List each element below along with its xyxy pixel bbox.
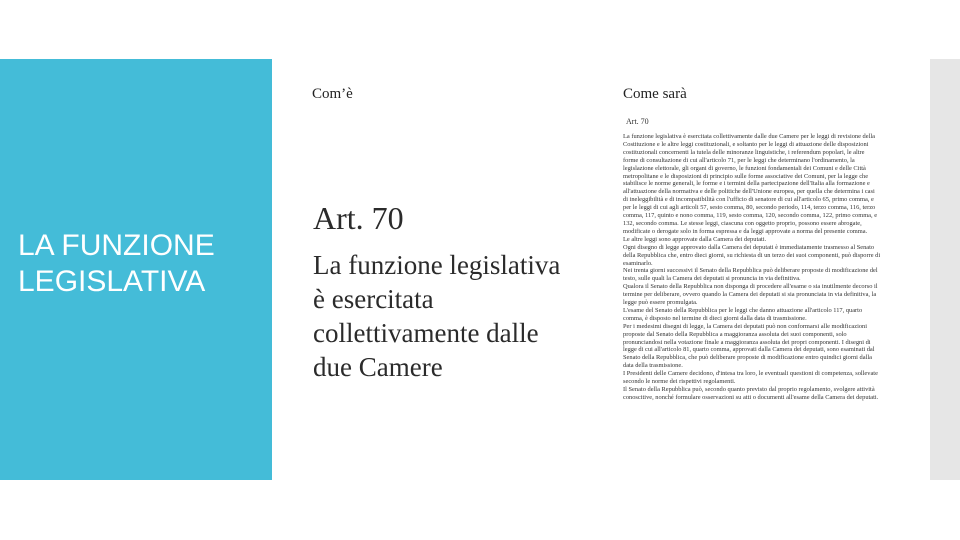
right-article-label: Art. 70: [626, 117, 649, 126]
right-scroll-rail: [930, 59, 960, 480]
section-title: LA FUNZIONE LEGISLATIVA: [18, 229, 215, 298]
future-paragraph: La funzione legislativa è esercitata collettivamente dalle due Camere per le leggi di revisione della Costituzione e le altre leggi costituzionali, e soltanto per le leggi di attuazione delle disposizioni costituzionali concernenti la tutela delle minoranze linguistiche, i referendum popolari, le altre forme di consultazione di cui all'articolo 71, per le leggi che determinano l'ordinamento, la legislazione elettorale, gli organi di governo, le funzioni fondamentali dei Comuni e delle Città metropolitane e le disposizioni di principio sulle forme associative dei Comuni, per la legge che stabilisce le norme generali, le forme e i termini della partecipazione dell'Italia alla formazione e all'attuazione della normativa e delle politiche dell'Unione europea, per quella che determina i casi di ineleggibilità e di incompatibilità con l'ufficio di senatore di cui all'articolo 65, primo comma, e per le leggi di cui agli articoli 57, sesto comma, 80, secondo periodo, 114, terzo comma, 116, terzo comma, 117, quinto e nono comma, 119, sesto comma, 120, secondo comma, 122, primo comma, e 132, secondo comma. Le stesse leggi, ciascuna con oggetto proprio, possono essere abrogate, modificate o derogate solo in forma espressa e da leggi approvate a norma del presente comma.: [623, 133, 878, 235]
future-paragraph: I Presidenti delle Camere decidono, d'intesa tra loro, le eventuali questioni di competenza, sollevate secondo le norme dei rispettivi regolamenti.: [623, 370, 878, 386]
future-paragraph: Le altre leggi sono approvate dalla Camera dei deputati.: [623, 235, 767, 243]
current-article-body: La funzione legislativa è esercitata collettivamente dalle due Camere: [313, 250, 561, 382]
future-paragraph: Ogni disegno di legge approvato dalla Camera dei deputati è immediatamente trasmesso al Senato della Repubblica che, entro dieci giorni, su richiesta di un terzo dei suoi componenti, può disporre di esaminarlo.: [623, 243, 881, 267]
current-article-title: Art. 70: [313, 200, 404, 236]
future-paragraph: L'esame del Senato della Repubblica per le leggi che danno attuazione all'articolo 117, quarto comma, è disposto nel termine di dieci giorni dalla data di trasmissione.: [623, 306, 863, 322]
future-paragraph: Il Senato della Repubblica può, secondo quanto previsto dal proprio regolamento, svolgere attività conoscitive, nonché formulare osservazioni su atti o documenti all'esame della Camera dei deputati.: [623, 386, 879, 401]
future-paragraph: Per i medesimi disegni di legge, la Camera dei deputati può non conformarsi alle modificazioni proposte dal Senato della Repubblica a maggioranza assoluta dei suoi componenti, solo pronunciandosi nella votazione finale a maggioranza assoluta dei propri componenti. I disegni di legge di cui all'articolo 81, quarto comma, approvati dalla Camera dei deputati, sono esaminati dal Senato della Repubblica, che può deliberare proposte di modificazione entro quindici giorni dalla data della trasmissione.: [623, 322, 875, 370]
future-text-block: [623, 133, 881, 461]
current-text-block: [313, 200, 563, 384]
future-paragraph: Nei trenta giorni successivi il Senato della Repubblica può deliberare proposte di modificazione del testo, sulle quali la Camera dei deputati si pronuncia in via definitiva.: [623, 267, 878, 283]
future-paragraph: Qualora il Senato della Repubblica non disponga di procedere all'esame o sia inutilmente decorso il termine per deliberare, ovvero quando la Camera dei deputati si sia pronunciata in via definitiva, la legge può essere promulgata.: [623, 283, 878, 307]
column-header-future: Come sarà: [623, 86, 687, 102]
column-header-current: Com’è: [312, 86, 353, 102]
